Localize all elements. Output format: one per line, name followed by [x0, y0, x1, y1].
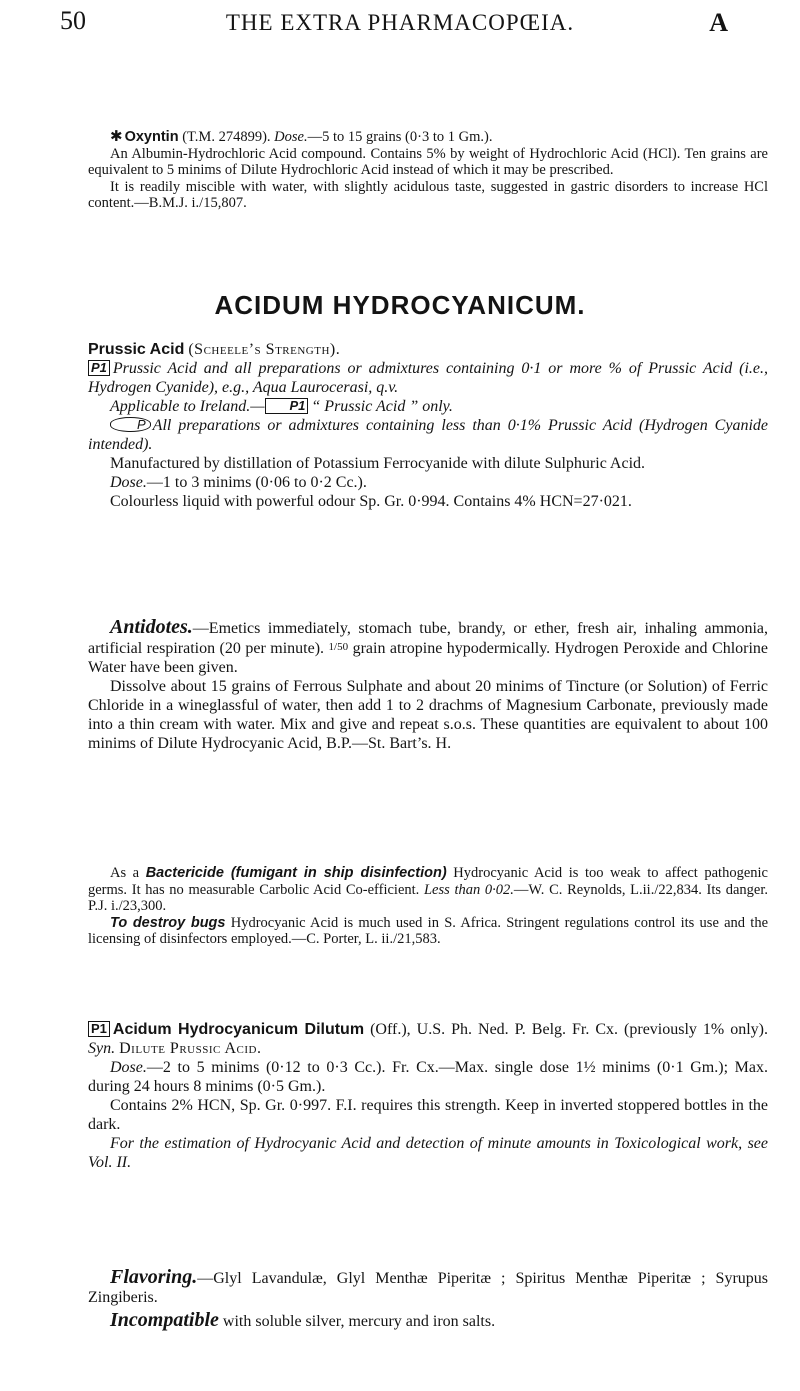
dilutum-syn-text: Dilute Prussic Acid.: [119, 1040, 262, 1057]
flavoring-text: [88, 1268, 768, 1307]
running-title: THE EXTRA PHARMACOPŒIA.: [225, 10, 575, 35]
oxyntin-dose: —5 to 15 grains (0·3 to 1 Gm.).: [307, 129, 493, 145]
antidotes-entry: [88, 618, 768, 753]
bactericide-pre: As a: [110, 865, 140, 881]
page-number: 50: [60, 6, 86, 35]
prussic-strength: (Scheele’s Strength).: [188, 341, 341, 358]
bactericide-label: Bactericide (fumigant in ship disinfection): [145, 865, 447, 881]
prussic-manufacture: Manufactured by distillation of Potassium Ferrocyanide with dilute Sulphuric Acid.: [110, 455, 646, 472]
prussic-description: Colourless liquid with powerful odour Sp. Gr. 0·994. Contains 4% HCN=27·021.: [110, 493, 632, 510]
poison-note-text: All preparations or admixtures containing less than 0·1% Prussic Acid (Hydrogen Cyanide intended).: [88, 417, 768, 453]
dissolve-text: Dissolve about 15 grains of Ferrous Sulphate and about 20 minims of Tincture (or Solution) of Ferric Chloride in a wineglassful of water, then add 1 to 2 drachms of Magnesium Carbonate, previously made into a thin cream with water. Mix and give and repeat s.o.s. These quantities are equivalent to about 100 minims of Dilute Hydrocyanic Acid, B.P.—St. Bart’s. H.: [88, 678, 768, 752]
bugs-label: To destroy bugs: [110, 914, 226, 931]
prussic-dose-label: Dose.: [110, 474, 147, 491]
dilutum-entry: [88, 1020, 768, 1172]
poison-schedule-box: P1: [88, 360, 110, 376]
antidotes-dissolve: [88, 677, 768, 753]
bactericide-less: Less than 0·02.: [423, 881, 514, 898]
oxyntin-dose-label: Dose.: [274, 129, 308, 145]
dilutum-contains: Contains 2% HCN, Sp. Gr. 0·997. F.I. requires this strength. Keep in inverted stoppered bottles in the dark.: [88, 1097, 768, 1133]
dilutum-dose: [88, 1058, 768, 1096]
antidotes-text-b: grain atropine hypodermically. Hydrogen Peroxide and Chlorine Water have been given.: [88, 640, 769, 676]
dilutum-title-line: [88, 1020, 768, 1058]
flavoring-entry: [88, 1268, 768, 1331]
prussic-poison-note: [88, 416, 768, 454]
prussic-title-line: [88, 340, 768, 359]
flavoring-label: Flavoring.: [110, 1266, 198, 1288]
poison-schedule-box-ireland: P1: [265, 398, 309, 414]
bactericide-text: [88, 865, 768, 915]
incompatible-label: Incompatible: [110, 1309, 219, 1331]
dilutum-title: Acidum Hydrocyanicum Dilutum: [112, 1021, 365, 1038]
bugs-text: [88, 915, 768, 948]
oxyntin-trademark: (T.M. 274899).: [182, 129, 271, 145]
ireland-text: “ Prussic Acid ” only.: [311, 398, 453, 415]
oxyntin-title: Oxyntin: [124, 129, 179, 145]
atropine-fraction: 1/50: [328, 641, 349, 653]
oxyntin-title-line: [88, 128, 768, 146]
antidotes-text: [88, 618, 768, 677]
prussic-ireland: [88, 397, 768, 416]
dilutum-official: (Off.), U.S. Ph. Ned. P. Belg. Fr. Cx. (previously 1% only).: [370, 1021, 769, 1038]
oxyntin-entry: [88, 128, 768, 212]
oxyntin-note: It is readily miscible with water, with slightly acidulous taste, suggested in gastric disorders to increase HCl content.—B.M.J. i./15,807.: [88, 178, 768, 211]
prussic-schedule-text: Prussic Acid and all preparations or admixtures containing 0·1 or more % of Prussic Acid (i.e., Hydrogen Cyanide), e.g., Aqua Laurocerasi, q.v.: [88, 360, 768, 396]
prussic-acid-entry: [88, 340, 768, 511]
star-icon: ✱: [110, 127, 123, 145]
poison-mark-icon: P: [110, 417, 151, 432]
prussic-dose: [88, 473, 768, 492]
page-header: [0, 6, 800, 46]
section-letter: A: [709, 8, 728, 37]
flavoring-body: —Glyl Lavandulæ, Glyl Menthæ Piperitæ ; Spiritus Menthæ Piperitæ ; Syrupus Zingiberis.: [88, 1270, 768, 1306]
antidotes-label: Antidotes.: [110, 616, 193, 638]
dilutum-dose-text: —2 to 5 minims (0·12 to 0·3 Cc.). Fr. Cx.—Max. single dose 1½ minims (0·1 Gm.); Max. during 24 hours 8 minims (0·5 Gm.).: [88, 1059, 768, 1095]
section-heading: ACIDUM HYDROCYANICUM.: [214, 290, 586, 320]
bactericide-ref: —W. C. Reynolds, L.ii./22,834. Its danger. P.J. i./23,300.: [88, 881, 768, 914]
prussic-title: Prussic Acid: [88, 341, 185, 358]
antidotes-text-a: —Emetics immediately, stomach tube, brandy, or ether, fresh air, inhaling ammonia, artificial respiration (20 per minute).: [88, 620, 768, 657]
bugs-body: Hydrocyanic Acid is much used in S. Africa. Stringent regulations control its use and the licensing of disinfectors employed.—C. Porter, L. ii./21,583.: [88, 914, 769, 947]
dilutum-syn-label: Syn.: [88, 1040, 116, 1057]
prussic-dose-text: —1 to 3 minims (0·06 to 0·2 Cc.).: [146, 474, 367, 491]
ireland-label: Applicable to Ireland.—: [110, 398, 265, 415]
bactericide-entry: [88, 865, 768, 948]
incompatible-text: [88, 1311, 768, 1331]
poison-schedule-box-dilutum: P1: [88, 1021, 110, 1037]
bactericide-body: Hydrocyanic Acid is too weak to affect pathogenic germs. It has no measurable Carbolic Acid Co-efficient.: [88, 865, 768, 898]
dilutum-dose-label: Dose.: [110, 1059, 147, 1076]
oxyntin-description: An Albumin-Hydrochloric Acid compound. Contains 5% by weight of Hydrochloric Acid (HCl). Ten grains are equivalent to 5 minims of Dilute Hydrochloric Acid instead of which it may be prescribed.: [88, 145, 768, 178]
incompatible-body: with soluble silver, mercury and iron salts.: [222, 1313, 496, 1330]
prussic-schedule: [88, 359, 768, 397]
dilutum-estimation: For the estimation of Hydrocyanic Acid and detection of minute amounts in Toxicological work, see Vol. II.: [88, 1135, 768, 1171]
